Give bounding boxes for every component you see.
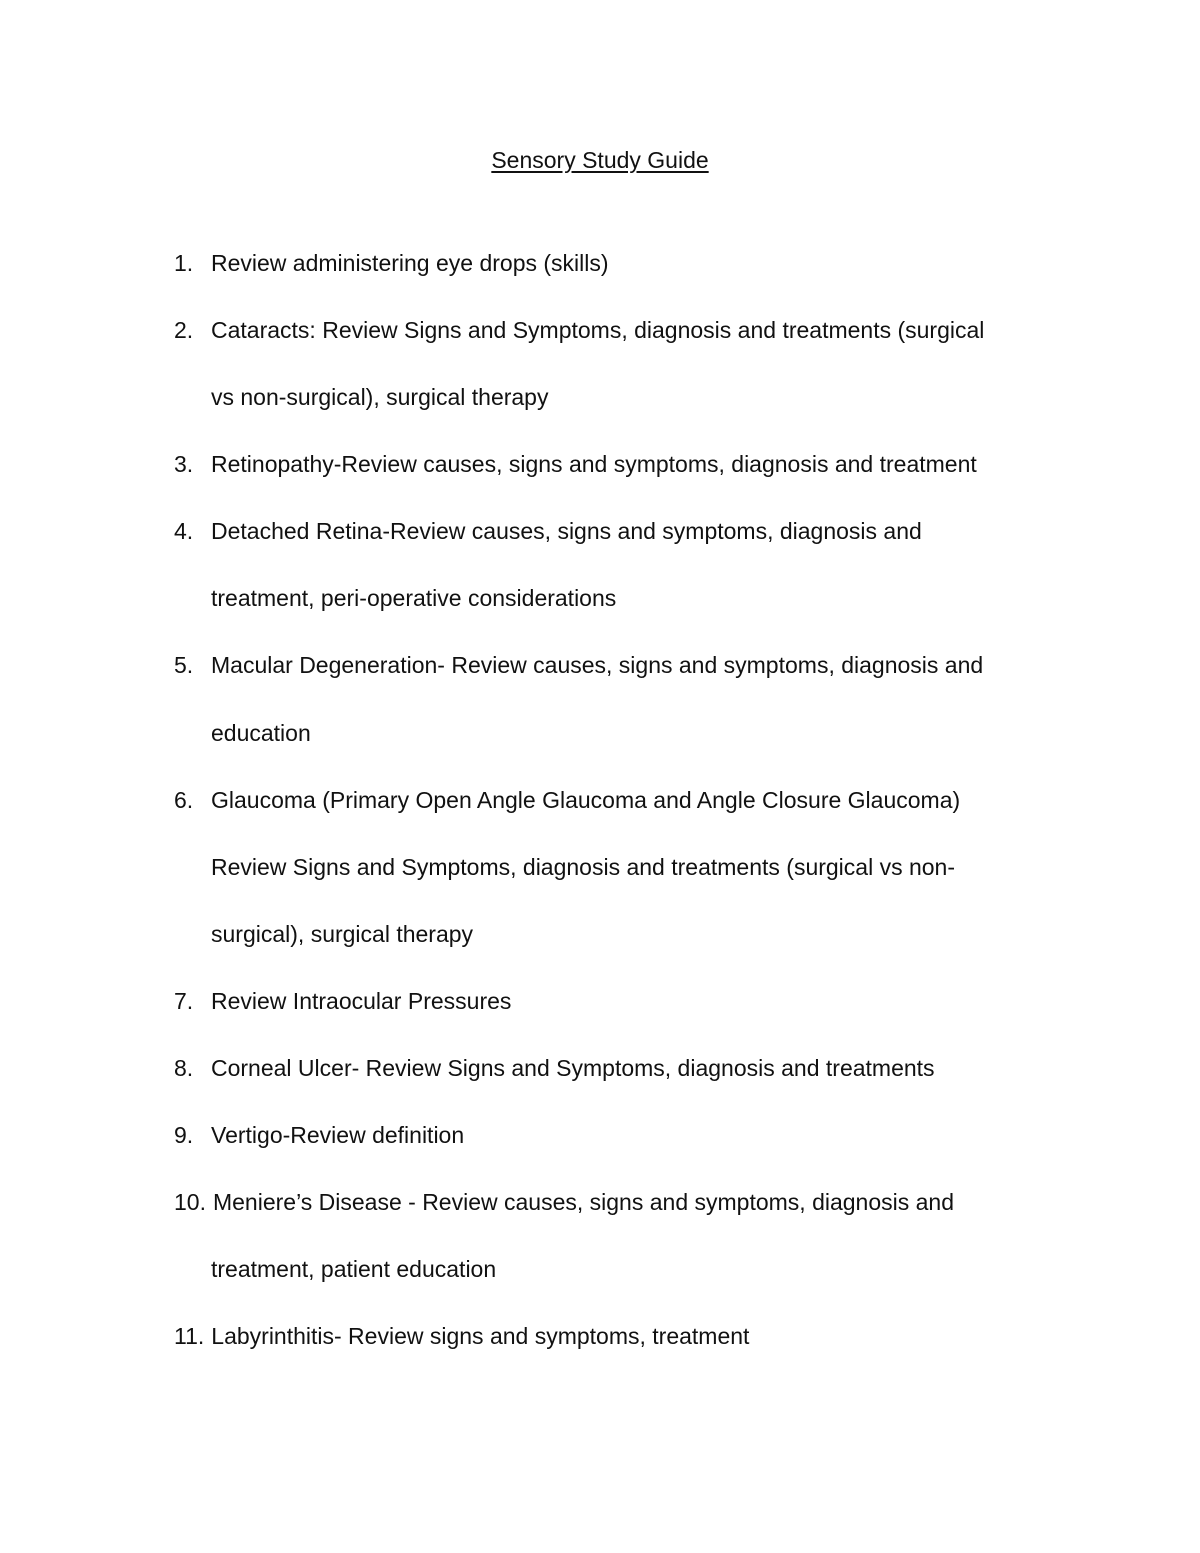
list-item-number: 6. <box>174 787 194 813</box>
list-item-text: Labyrinthitis- Review signs and symptoms, treatment <box>211 1323 750 1349</box>
list-item-text: Vertigo-Review definition <box>211 1122 465 1148</box>
list-item-number: 4. <box>174 518 194 544</box>
list-item-number: 5. <box>174 652 194 678</box>
list-item-continuation: vs non-surgical), surgical therapy <box>211 384 549 410</box>
list-item-text: Corneal Ulcer- Review Signs and Symptoms, diagnosis and treatments <box>211 1055 935 1081</box>
list-item-7 <box>174 984 1074 1018</box>
list-item-text: Meniere’s Disease - Review causes, signs and symptoms, diagnosis and <box>212 1189 955 1215</box>
list-item-number: 2. <box>174 317 194 343</box>
list-item-continuation: Review Signs and Symptoms, diagnosis and treatments (surgical vs non- <box>211 854 956 880</box>
list-item-number: 3. <box>174 451 194 477</box>
list-item-text: Cataracts: Review Signs and Symptoms, diagnosis and treatments (surgical <box>211 317 985 343</box>
document-title: Sensory Study Guide <box>491 147 709 173</box>
list-item-text: Retinopathy-Review causes, signs and symptoms, diagnosis and treatment <box>211 451 977 477</box>
list-item-text: Macular Degeneration- Review causes, signs and symptoms, diagnosis and <box>211 652 984 678</box>
list-item-text: Review administering eye drops (skills) <box>211 250 609 276</box>
list-item-11 <box>174 1319 1074 1353</box>
list-item-1 <box>174 246 1074 280</box>
list-item-number: 7. <box>174 988 194 1014</box>
list-item-6 <box>174 783 1074 817</box>
list-item-text: Review Intraocular Pressures <box>211 988 512 1014</box>
list-item-continuation: treatment, peri-operative considerations <box>211 585 617 611</box>
list-item-number: 11. <box>174 1323 205 1349</box>
list-item-continuation: education <box>211 720 311 746</box>
list-item-number: 9. <box>174 1122 194 1148</box>
list-item-8 <box>174 1051 1074 1085</box>
list-item-number: 10. <box>174 1189 206 1215</box>
list-item-continuation: treatment, patient education <box>211 1256 497 1282</box>
list-item-4 <box>174 514 1074 548</box>
list-item-number: 1. <box>174 250 194 276</box>
list-item-10 <box>174 1185 1074 1219</box>
list-item-2 <box>174 313 1074 347</box>
list-item-text: Glaucoma (Primary Open Angle Glaucoma and Angle Closure Glaucoma) <box>211 787 961 813</box>
list-item-9 <box>174 1118 1074 1152</box>
list-item-continuation: surgical), surgical therapy <box>211 921 474 947</box>
list-item-3 <box>174 447 1074 481</box>
list-item-5 <box>174 648 1074 682</box>
list-item-number: 8. <box>174 1055 194 1081</box>
list-item-text: Detached Retina-Review causes, signs and symptoms, diagnosis and <box>211 518 922 544</box>
